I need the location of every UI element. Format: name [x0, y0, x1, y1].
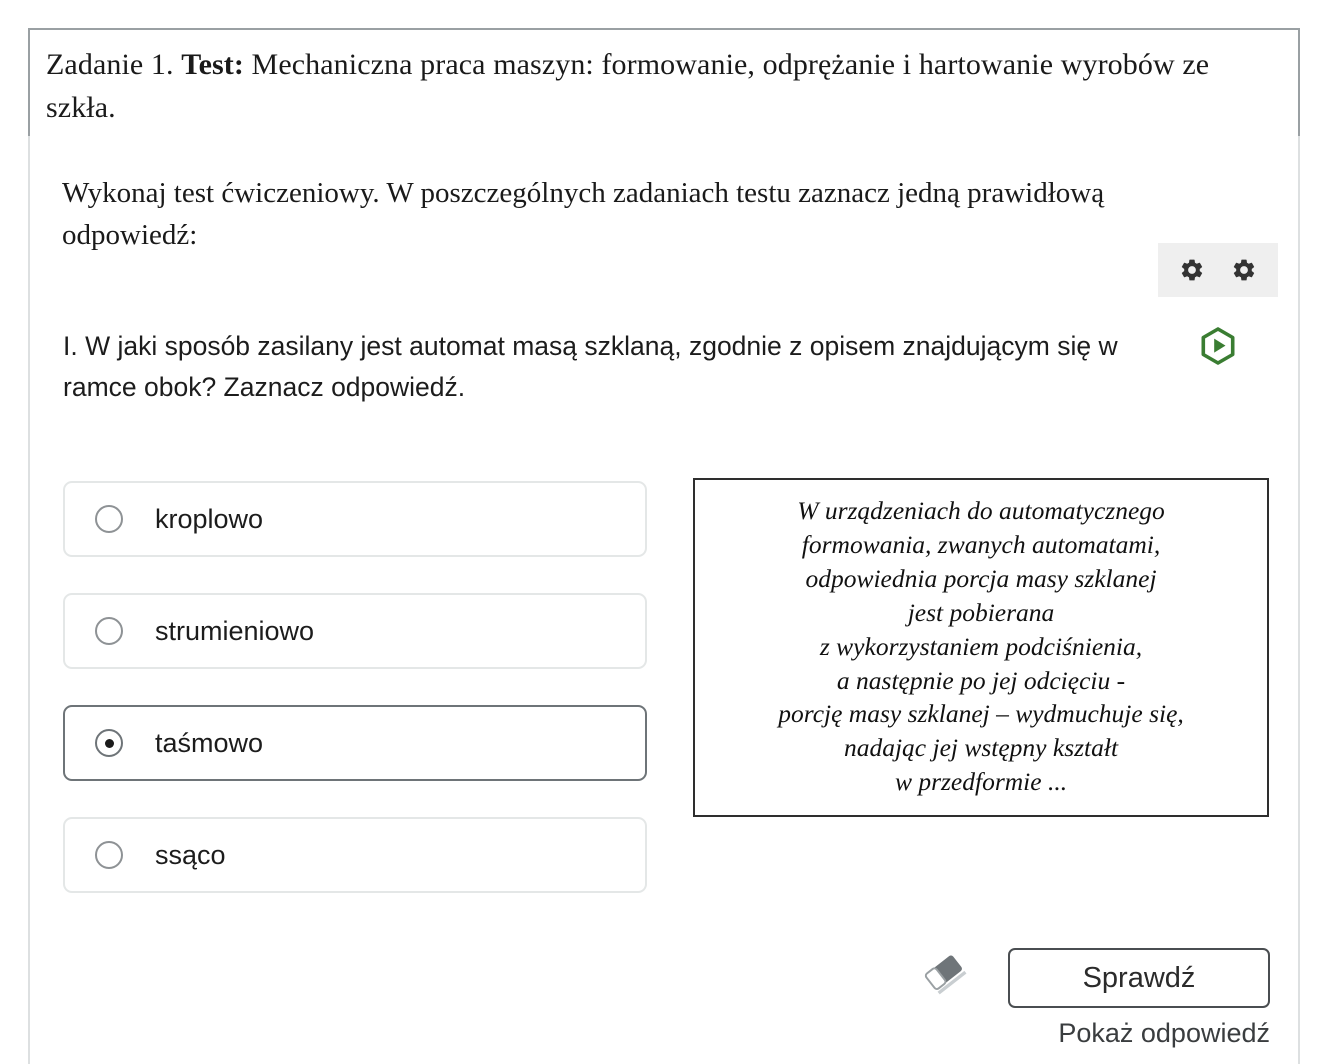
radio-dot	[105, 739, 114, 748]
option-label-1: strumieniowo	[155, 615, 315, 646]
answer-options-list	[63, 481, 647, 929]
info-line: z wykorzystaniem podciśnienia,	[819, 631, 1143, 661]
exercise-body	[28, 136, 1300, 1064]
task-subject: Mechaniczna praca maszyn: formowanie, odprężanie i hartowanie wyrobów ze szkła.	[46, 48, 1210, 124]
radio-button-2[interactable]	[95, 729, 123, 757]
task-title-box	[28, 28, 1300, 145]
info-line: odpowiednia porcja masy szklanej	[805, 563, 1157, 593]
option-label-2: taśmowo	[155, 727, 264, 758]
instruction-text: Wykonaj test ćwiczeniowy. W poszczególnych zadaniach testu zaznacz jedną prawidłową odpowiedź:	[62, 177, 1105, 252]
info-line: formowania, zwanych automatami,	[801, 529, 1161, 559]
check-button[interactable]	[1008, 948, 1270, 1008]
option-row-3[interactable]	[63, 817, 647, 893]
task-type-label: Test:	[181, 48, 244, 81]
info-line: nadając jej wstępny kształt	[843, 733, 1119, 763]
gear-icon[interactable]	[1231, 257, 1257, 283]
question-text: I. W jaki sposób zasilany jest automat masą szklaną, zgodnie z opisem znajdującym się w ramce obok? Zaznacz odpowiedź.	[63, 331, 1118, 403]
radio-button-3[interactable]	[95, 841, 123, 869]
eraser-icon[interactable]	[916, 946, 974, 1000]
info-line: porcję masy szklanej – wydmuchuje się,	[778, 699, 1184, 729]
page-title	[46, 44, 1280, 129]
option-row-1[interactable]	[63, 593, 647, 669]
info-line: W urządzeniach do automatycznego	[797, 496, 1165, 525]
option-row-2[interactable]	[63, 705, 647, 781]
gear-icon[interactable]	[1179, 257, 1205, 283]
play-hexagon-icon[interactable]	[1198, 326, 1238, 366]
option-row-0[interactable]	[63, 481, 647, 557]
option-label-0: kroplowo	[155, 503, 264, 534]
check-button-label: Sprawdź	[1082, 961, 1196, 994]
radio-button-0[interactable]	[95, 505, 123, 533]
show-answer-label: Pokaż odpowiedź	[1058, 1018, 1270, 1048]
show-answer-link[interactable]	[970, 1018, 1270, 1049]
info-line: w przedformie ...	[894, 767, 1068, 797]
task-number: Zadanie 1.	[46, 48, 182, 81]
info-line: a następnie po jej odcięciu -	[836, 665, 1126, 695]
option-label-3: ssąco	[155, 839, 226, 870]
reference-text-box	[693, 478, 1269, 817]
info-line: jest pobierana	[907, 597, 1055, 627]
radio-button-1[interactable]	[95, 617, 123, 645]
settings-toolbar[interactable]	[1158, 243, 1278, 297]
